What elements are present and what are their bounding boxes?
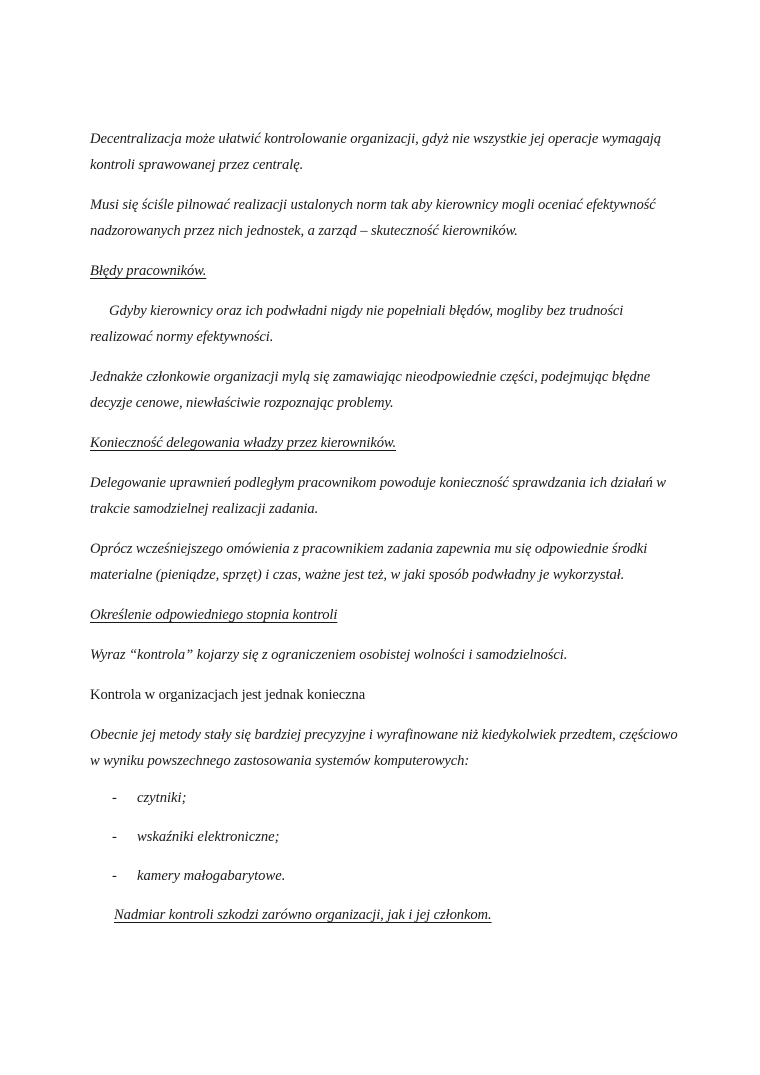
- heading-control-degree: Określenie odpowiedniego stopnia kontroli: [90, 607, 338, 623]
- list-bullet: -: [112, 868, 117, 884]
- list-item: [90, 785, 680, 811]
- paragraph-members-mistakes: Jednakże członkowie organizacji mylą się zamawiając nieodpowiednie części, podejmując błędne decyzje cenowe, niewłaściwie rozpoznając problemy.: [90, 369, 651, 411]
- list-item-text: wskaźniki elektroniczne;: [137, 829, 280, 845]
- tools-list: [90, 785, 680, 889]
- paragraph-no-errors: Gdyby kierownicy oraz ich podwładni nigdy nie popełniali błędów, mogliby bez trudności realizować normy efektywności.: [90, 303, 624, 345]
- heading-employee-errors: Błędy pracowników.: [90, 263, 207, 279]
- paragraph-norms: Musi się ściśle pilnować realizacji ustalonych norm tak aby kierownicy mogli oceniać efektywność nadzorowanych przez nich jednostek, a zarząd – skuteczność kierowników.: [90, 197, 656, 239]
- closing-statement: Nadmiar kontroli szkodzi zarówno organizacji, jak i jej członkom.: [114, 907, 492, 923]
- heading-delegation: Konieczność delegowania władzy przez kierowników.: [90, 435, 396, 451]
- list-item-text: czytniki;: [137, 790, 187, 806]
- list-item: [90, 863, 680, 889]
- paragraph-decentralization: Decentralizacja może ułatwić kontrolowanie organizacji, gdyż nie wszystkie jej operacje wymagają kontroli sprawowanej przez centralę.: [90, 131, 661, 173]
- paragraph-control-word: Wyraz “kontrola” kojarzy się z ograniczeniem osobistej wolności i samodzielności.: [90, 647, 568, 663]
- paragraph-control-necessary: Kontrola w organizacjach jest jednak konieczna: [90, 687, 366, 703]
- paragraph-resources: Oprócz wcześniejszego omówienia z pracownikiem zadania zapewnia mu się odpowiednie środki materialne (pieniądze, sprzęt) i czas, ważne jest też, w jaki sposób podwładny je wykorzystał.: [90, 541, 648, 583]
- list-item-text: kamery małogabarytowe.: [137, 868, 286, 884]
- document-page: [90, 126, 680, 928]
- list-bullet: -: [112, 829, 117, 845]
- list-bullet: -: [112, 790, 117, 806]
- list-item: [90, 824, 680, 850]
- paragraph-delegating-rights: Delegowanie uprawnień podległym pracownikom powoduje konieczność sprawdzania ich działań w trakcie samodzielnej realizacji zadania.: [90, 475, 666, 517]
- paragraph-methods: Obecnie jej metody stały się bardziej precyzyjne i wyrafinowane niż kiedykolwiek przedtem, częściowo w wyniku powszechnego zastosowania systemów komputerowych:: [90, 727, 678, 769]
